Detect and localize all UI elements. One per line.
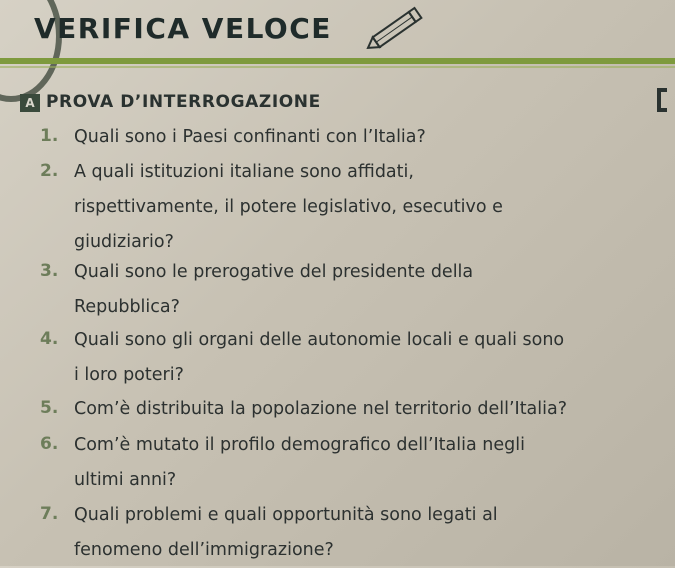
question-line: Quali sono gli organi delle autonomie locali e quali sono [74, 330, 565, 350]
question-line: Quali problemi e quali opportunità sono legati al [74, 505, 498, 525]
question-number: 5. [40, 398, 59, 418]
question-number: 3. [40, 261, 59, 281]
section-badge: A [20, 94, 40, 112]
question-line: Com’è distribuita la popolazione nel territorio dell’Italia? [74, 399, 568, 419]
question-number: 2. [40, 161, 59, 181]
question-number: 6. [40, 434, 59, 454]
page-title: VERIFICA VELOCE [34, 12, 332, 45]
question-line: Com’è mutato il profilo demografico dell’Italia negli [74, 435, 525, 455]
question-line: A quali istituzioni italiane sono affidati, [74, 162, 414, 182]
question-line: giudiziario? [74, 232, 174, 252]
header-rule-light [0, 66, 675, 68]
pencil-icon [360, 2, 430, 56]
question-text [74, 255, 473, 325]
question-text [74, 498, 498, 568]
margin-bracket [657, 88, 667, 112]
question-line: Quali sono i Paesi confinanti con l’Italia? [74, 127, 426, 147]
question-line: ultimi anni? [74, 470, 177, 490]
question-text [74, 392, 567, 427]
question-line: rispettivamente, il potere legislativo, esecutivo e [74, 197, 503, 217]
question-line: Quali sono le prerogative del presidente della [74, 262, 474, 282]
question-number: 4. [40, 329, 59, 349]
header-rule [0, 58, 675, 64]
question-line: Repubblica? [74, 297, 180, 317]
question-text [74, 155, 503, 260]
section-title: PROVA D’INTERROGAZIONE [46, 92, 321, 112]
question-text [74, 323, 564, 393]
question-number: 7. [40, 504, 59, 524]
question-number: 1. [40, 126, 59, 146]
question-line: fenomeno dell’immigrazione? [74, 540, 334, 560]
question-text [74, 120, 426, 155]
question-text [74, 428, 525, 498]
question-line: i loro poteri? [74, 365, 184, 385]
